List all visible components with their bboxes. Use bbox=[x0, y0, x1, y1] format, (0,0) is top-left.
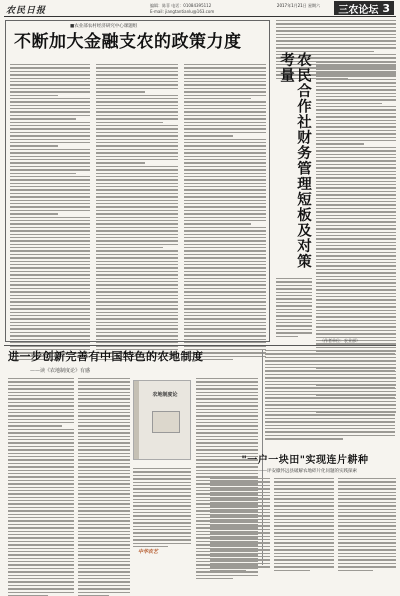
article1-column-3 bbox=[184, 64, 266, 360]
editor-line: 编辑：陈菲 电话：01084395112 bbox=[150, 3, 212, 8]
article1-column-2 bbox=[96, 64, 178, 360]
brand-logo: 中华农艺 bbox=[138, 549, 159, 555]
article2-column-2 bbox=[276, 278, 312, 337]
book-title: 农地制度论 bbox=[152, 392, 178, 398]
book-illustration bbox=[152, 411, 180, 433]
book-cover-image bbox=[133, 380, 191, 460]
article4-headline: "一户一块田"实现连片耕种 bbox=[241, 455, 369, 466]
section-divider bbox=[4, 345, 396, 346]
article3-column-4 bbox=[133, 468, 191, 547]
article4-column-1 bbox=[210, 478, 270, 571]
article2-headline: 农民合作社财务管理短板及对策考量 bbox=[278, 52, 312, 269]
email-line: E-mail: jiangtantianlu@163.com bbox=[150, 9, 215, 14]
article1-headline: 不断加大金融支农的政策力度 bbox=[14, 32, 242, 52]
section-tab bbox=[334, 1, 394, 15]
article1-column-1 bbox=[10, 64, 90, 360]
article3-subhead: ——读《农地制度论》有感 bbox=[30, 368, 91, 374]
article4-intro bbox=[265, 350, 395, 440]
article3-column-2 bbox=[78, 378, 130, 596]
article3-column-1 bbox=[8, 378, 74, 596]
article1-kicker: ■农业部农村经济研究中心课题组 bbox=[70, 24, 138, 29]
article3-headline: 进一步创新完善有中国特色的农地制度 bbox=[8, 350, 204, 363]
article2-author-credit: （作者单位：农业部） bbox=[320, 338, 360, 343]
masthead-logo: 农民日报 bbox=[6, 6, 47, 16]
article4-column-3 bbox=[338, 478, 396, 571]
masthead-rule bbox=[4, 16, 396, 17]
article4-subhead: ——评安徽怀远县破解农地碎片化问题的实践探索 bbox=[258, 469, 357, 474]
issue-date: 2017年1月21日 星期六 bbox=[276, 3, 320, 8]
article4-column-2 bbox=[274, 478, 334, 571]
page-number: 3 bbox=[382, 1, 390, 15]
section-name: 三农论坛 bbox=[338, 4, 379, 16]
